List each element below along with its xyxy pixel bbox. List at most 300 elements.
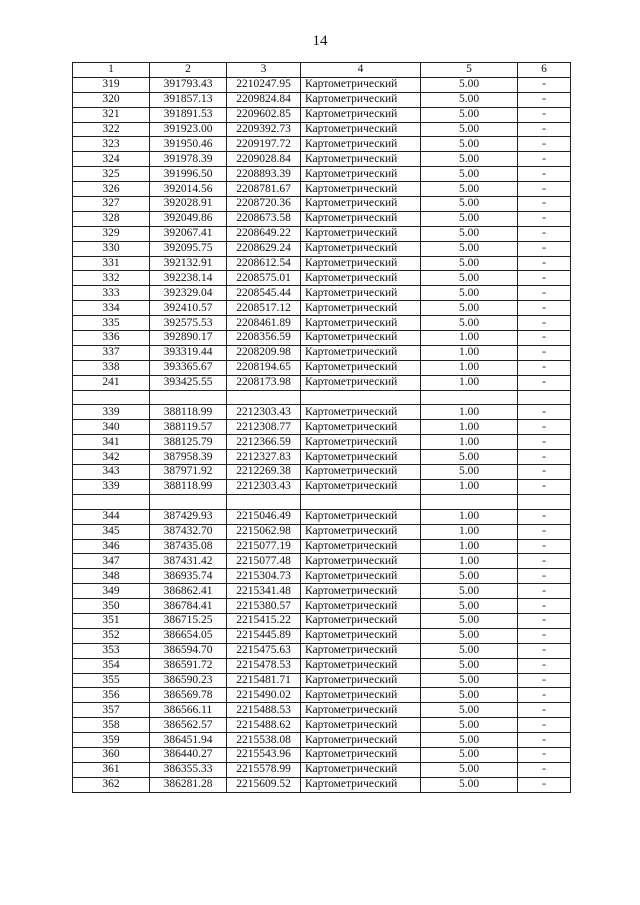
point-number-cell: 351: [73, 613, 150, 628]
accuracy-cell: [421, 390, 518, 405]
accuracy-cell: 1.00: [421, 360, 518, 375]
y-coordinate-cell: 2215543.96: [227, 747, 301, 762]
method-cell: Картометрический: [301, 599, 421, 614]
accuracy-cell: 5.00: [421, 643, 518, 658]
method-cell: Картометрический: [301, 107, 421, 122]
method-cell: Картометрический: [301, 420, 421, 435]
y-coordinate-cell: 2209197.72: [227, 137, 301, 152]
accuracy-cell: 5.00: [421, 197, 518, 212]
table-row: [73, 405, 571, 420]
point-number-cell: 337: [73, 345, 150, 360]
description-cell: -: [518, 360, 571, 375]
description-cell: -: [518, 77, 571, 92]
description-cell: -: [518, 92, 571, 107]
table-row: [73, 450, 571, 465]
accuracy-cell: 5.00: [421, 122, 518, 137]
accuracy-cell: 5.00: [421, 107, 518, 122]
x-coordinate-cell: 386440.27: [150, 747, 227, 762]
y-coordinate-cell: 2209392.73: [227, 122, 301, 137]
point-number-cell: 350: [73, 599, 150, 614]
description-cell: -: [518, 122, 571, 137]
description-cell: [518, 494, 571, 509]
table-row: [73, 286, 571, 301]
description-cell: -: [518, 137, 571, 152]
point-number-cell: 347: [73, 554, 150, 569]
method-cell: Картометрический: [301, 673, 421, 688]
accuracy-cell: 5.00: [421, 450, 518, 465]
description-cell: -: [518, 658, 571, 673]
table-row: [73, 479, 571, 494]
point-number-cell: 328: [73, 211, 150, 226]
table-row: [73, 77, 571, 92]
table-row: [73, 569, 571, 584]
method-cell: Картометрический: [301, 197, 421, 212]
method-cell: Картометрический: [301, 569, 421, 584]
point-number-cell: 346: [73, 539, 150, 554]
table-row: [73, 137, 571, 152]
method-cell: Картометрический: [301, 301, 421, 316]
point-number-cell: 340: [73, 420, 150, 435]
table-row: [73, 658, 571, 673]
table-row: [73, 420, 571, 435]
x-coordinate-cell: 391996.50: [150, 167, 227, 182]
accuracy-cell: 5.00: [421, 152, 518, 167]
method-cell: Картометрический: [301, 465, 421, 480]
description-cell: -: [518, 509, 571, 524]
method-cell: Картометрический: [301, 211, 421, 226]
description-cell: -: [518, 241, 571, 256]
table-row: [73, 241, 571, 256]
x-coordinate-cell: 392238.14: [150, 271, 227, 286]
description-cell: -: [518, 777, 571, 792]
accuracy-cell: 1.00: [421, 420, 518, 435]
y-coordinate-cell: 2208893.39: [227, 167, 301, 182]
y-coordinate-cell: 2208720.36: [227, 197, 301, 212]
method-cell: Картометрический: [301, 613, 421, 628]
y-coordinate-cell: 2208612.54: [227, 256, 301, 271]
point-number-cell: 343: [73, 465, 150, 480]
y-coordinate-cell: 2209602.85: [227, 107, 301, 122]
column-header-5: 5: [421, 63, 518, 78]
method-cell: Картометрический: [301, 762, 421, 777]
method-cell: Картометрический: [301, 182, 421, 197]
accuracy-cell: 1.00: [421, 331, 518, 346]
table-row: [73, 673, 571, 688]
method-cell: Картометрический: [301, 256, 421, 271]
method-cell: Картометрический: [301, 747, 421, 762]
method-cell: Картометрический: [301, 77, 421, 92]
accuracy-cell: 5.00: [421, 747, 518, 762]
description-cell: -: [518, 688, 571, 703]
method-cell: Картометрический: [301, 167, 421, 182]
table-row: [73, 599, 571, 614]
table-row: [73, 524, 571, 539]
table-row: [73, 628, 571, 643]
y-coordinate-cell: [227, 390, 301, 405]
x-coordinate-cell: 392575.53: [150, 316, 227, 331]
x-coordinate-cell: 392132.91: [150, 256, 227, 271]
method-cell: [301, 390, 421, 405]
x-coordinate-cell: 386862.41: [150, 584, 227, 599]
x-coordinate-cell: 388119.57: [150, 420, 227, 435]
point-number-cell: [73, 494, 150, 509]
x-coordinate-cell: 387971.92: [150, 465, 227, 480]
x-coordinate-cell: 391793.43: [150, 77, 227, 92]
method-cell: Картометрический: [301, 360, 421, 375]
accuracy-cell: 5.00: [421, 256, 518, 271]
y-coordinate-cell: 2208461.89: [227, 316, 301, 331]
y-coordinate-cell: 2215490.02: [227, 688, 301, 703]
point-number-cell: 323: [73, 137, 150, 152]
description-cell: -: [518, 316, 571, 331]
accuracy-cell: 5.00: [421, 301, 518, 316]
description-cell: -: [518, 256, 571, 271]
table-row: [73, 345, 571, 360]
x-coordinate-cell: 386784.41: [150, 599, 227, 614]
x-coordinate-cell: 386451.94: [150, 733, 227, 748]
point-number-cell: 319: [73, 77, 150, 92]
table-row: [73, 360, 571, 375]
table-row: [73, 688, 571, 703]
y-coordinate-cell: 2212327.83: [227, 450, 301, 465]
accuracy-cell: 1.00: [421, 554, 518, 569]
x-coordinate-cell: 391978.39: [150, 152, 227, 167]
point-number-cell: 332: [73, 271, 150, 286]
accuracy-cell: 5.00: [421, 137, 518, 152]
point-number-cell: 357: [73, 703, 150, 718]
y-coordinate-cell: 2212303.43: [227, 405, 301, 420]
accuracy-cell: 5.00: [421, 286, 518, 301]
coordinates-table: [72, 62, 571, 793]
description-cell: -: [518, 554, 571, 569]
y-coordinate-cell: 2212303.43: [227, 479, 301, 494]
x-coordinate-cell: 393425.55: [150, 375, 227, 390]
x-coordinate-cell: 391950.46: [150, 137, 227, 152]
accuracy-cell: 5.00: [421, 613, 518, 628]
x-coordinate-cell: 392329.04: [150, 286, 227, 301]
x-coordinate-cell: 386715.25: [150, 613, 227, 628]
point-number-cell: 338: [73, 360, 150, 375]
point-number-cell: 336: [73, 331, 150, 346]
y-coordinate-cell: 2209028.84: [227, 152, 301, 167]
point-number-cell: 355: [73, 673, 150, 688]
description-cell: -: [518, 479, 571, 494]
table-row: [73, 584, 571, 599]
point-number-cell: 360: [73, 747, 150, 762]
x-coordinate-cell: 386935.74: [150, 569, 227, 584]
x-coordinate-cell: 392890.17: [150, 331, 227, 346]
method-cell: Картометрический: [301, 137, 421, 152]
column-header-3: 3: [227, 63, 301, 78]
method-cell: [301, 494, 421, 509]
description-cell: -: [518, 450, 571, 465]
y-coordinate-cell: 2212308.77: [227, 420, 301, 435]
description-cell: -: [518, 465, 571, 480]
accuracy-cell: 5.00: [421, 584, 518, 599]
description-cell: -: [518, 718, 571, 733]
x-coordinate-cell: 392028.91: [150, 197, 227, 212]
method-cell: Картометрический: [301, 703, 421, 718]
table-row: [73, 167, 571, 182]
y-coordinate-cell: 2215077.48: [227, 554, 301, 569]
table-row: [73, 197, 571, 212]
x-coordinate-cell: 386591.72: [150, 658, 227, 673]
description-cell: -: [518, 331, 571, 346]
x-coordinate-cell: 387429.93: [150, 509, 227, 524]
y-coordinate-cell: 2208209.98: [227, 345, 301, 360]
y-coordinate-cell: 2215538.08: [227, 733, 301, 748]
accuracy-cell: 1.00: [421, 405, 518, 420]
y-coordinate-cell: 2215415.22: [227, 613, 301, 628]
accuracy-cell: 5.00: [421, 703, 518, 718]
x-coordinate-cell: 392095.75: [150, 241, 227, 256]
method-cell: Картометрический: [301, 405, 421, 420]
point-number-cell: 344: [73, 509, 150, 524]
method-cell: Картометрический: [301, 628, 421, 643]
point-number-cell: [73, 390, 150, 405]
point-number-cell: 354: [73, 658, 150, 673]
point-number-cell: 361: [73, 762, 150, 777]
description-cell: -: [518, 226, 571, 241]
x-coordinate-cell: 386281.28: [150, 777, 227, 792]
method-cell: Картометрический: [301, 733, 421, 748]
table-row: [73, 554, 571, 569]
x-coordinate-cell: 392049.86: [150, 211, 227, 226]
table-row: [73, 465, 571, 480]
method-cell: Картометрический: [301, 286, 421, 301]
table-row: [73, 435, 571, 450]
y-coordinate-cell: 2208673.58: [227, 211, 301, 226]
method-cell: Картометрический: [301, 643, 421, 658]
method-cell: Картометрический: [301, 375, 421, 390]
point-number-cell: 333: [73, 286, 150, 301]
description-cell: -: [518, 301, 571, 316]
x-coordinate-cell: 386594.70: [150, 643, 227, 658]
x-coordinate-cell: 386355.33: [150, 762, 227, 777]
y-coordinate-cell: 2215341.48: [227, 584, 301, 599]
table-row: [73, 256, 571, 271]
x-coordinate-cell: 386569.78: [150, 688, 227, 703]
description-cell: -: [518, 405, 571, 420]
method-cell: Картометрический: [301, 122, 421, 137]
table-row: [73, 107, 571, 122]
accuracy-cell: [421, 494, 518, 509]
description-cell: -: [518, 375, 571, 390]
y-coordinate-cell: 2215488.53: [227, 703, 301, 718]
point-number-cell: 320: [73, 92, 150, 107]
point-number-cell: 331: [73, 256, 150, 271]
point-number-cell: 321: [73, 107, 150, 122]
accuracy-cell: 5.00: [421, 658, 518, 673]
description-cell: -: [518, 152, 571, 167]
y-coordinate-cell: 2208781.67: [227, 182, 301, 197]
x-coordinate-cell: [150, 390, 227, 405]
x-coordinate-cell: [150, 494, 227, 509]
method-cell: Картометрический: [301, 777, 421, 792]
table-row: [73, 226, 571, 241]
table-row: [73, 509, 571, 524]
method-cell: Картометрический: [301, 584, 421, 599]
accuracy-cell: 1.00: [421, 345, 518, 360]
table-row: [73, 747, 571, 762]
point-number-cell: 358: [73, 718, 150, 733]
y-coordinate-cell: 2212269.38: [227, 465, 301, 480]
description-cell: -: [518, 747, 571, 762]
method-cell: Картометрический: [301, 554, 421, 569]
point-number-cell: 342: [73, 450, 150, 465]
table-row: [73, 182, 571, 197]
y-coordinate-cell: 2215488.62: [227, 718, 301, 733]
y-coordinate-cell: 2208649.22: [227, 226, 301, 241]
y-coordinate-cell: 2208356.59: [227, 331, 301, 346]
x-coordinate-cell: 386590.23: [150, 673, 227, 688]
description-cell: -: [518, 539, 571, 554]
accuracy-cell: 5.00: [421, 271, 518, 286]
accuracy-cell: 5.00: [421, 628, 518, 643]
description-cell: -: [518, 569, 571, 584]
y-coordinate-cell: 2215475.63: [227, 643, 301, 658]
description-cell: -: [518, 271, 571, 286]
point-number-cell: 359: [73, 733, 150, 748]
description-cell: -: [518, 286, 571, 301]
accuracy-cell: 5.00: [421, 167, 518, 182]
y-coordinate-cell: 2215481.71: [227, 673, 301, 688]
table-row: [73, 539, 571, 554]
y-coordinate-cell: 2215077.19: [227, 539, 301, 554]
table-row: [73, 301, 571, 316]
point-number-cell: 341: [73, 435, 150, 450]
method-cell: Картометрический: [301, 152, 421, 167]
method-cell: Картометрический: [301, 539, 421, 554]
point-number-cell: 335: [73, 316, 150, 331]
accuracy-cell: 5.00: [421, 762, 518, 777]
description-cell: [518, 390, 571, 405]
x-coordinate-cell: 388118.99: [150, 405, 227, 420]
x-coordinate-cell: 391923.00: [150, 122, 227, 137]
y-coordinate-cell: 2215046.49: [227, 509, 301, 524]
accuracy-cell: 5.00: [421, 599, 518, 614]
y-coordinate-cell: 2215578.99: [227, 762, 301, 777]
point-number-cell: 352: [73, 628, 150, 643]
y-coordinate-cell: [227, 494, 301, 509]
x-coordinate-cell: 387431.42: [150, 554, 227, 569]
y-coordinate-cell: 2208517.12: [227, 301, 301, 316]
accuracy-cell: 5.00: [421, 733, 518, 748]
method-cell: Картометрический: [301, 688, 421, 703]
method-cell: Картометрический: [301, 479, 421, 494]
description-cell: -: [518, 211, 571, 226]
accuracy-cell: 5.00: [421, 688, 518, 703]
x-coordinate-cell: 392014.56: [150, 182, 227, 197]
method-cell: Картометрический: [301, 658, 421, 673]
x-coordinate-cell: 392067.41: [150, 226, 227, 241]
accuracy-cell: 1.00: [421, 524, 518, 539]
point-number-cell: 339: [73, 479, 150, 494]
point-number-cell: 348: [73, 569, 150, 584]
column-header-1: 1: [73, 63, 150, 78]
y-coordinate-cell: 2208173.98: [227, 375, 301, 390]
accuracy-cell: 1.00: [421, 435, 518, 450]
description-cell: -: [518, 673, 571, 688]
description-cell: -: [518, 524, 571, 539]
column-header-2: 2: [150, 63, 227, 78]
table-separator-row: [73, 494, 571, 509]
x-coordinate-cell: 387432.70: [150, 524, 227, 539]
method-cell: Картометрический: [301, 345, 421, 360]
y-coordinate-cell: 2215609.52: [227, 777, 301, 792]
description-cell: -: [518, 762, 571, 777]
table-header-row: [73, 63, 571, 78]
method-cell: Картометрический: [301, 435, 421, 450]
y-coordinate-cell: 2209824.84: [227, 92, 301, 107]
method-cell: Картометрический: [301, 226, 421, 241]
point-number-cell: 329: [73, 226, 150, 241]
y-coordinate-cell: 2208629.24: [227, 241, 301, 256]
x-coordinate-cell: 387435.08: [150, 539, 227, 554]
method-cell: Картометрический: [301, 718, 421, 733]
table-body: [73, 77, 571, 792]
accuracy-cell: 5.00: [421, 718, 518, 733]
table-row: [73, 331, 571, 346]
point-number-cell: 362: [73, 777, 150, 792]
point-number-cell: 345: [73, 524, 150, 539]
y-coordinate-cell: 2208545.44: [227, 286, 301, 301]
column-header-4: 4: [301, 63, 421, 78]
table-row: [73, 777, 571, 792]
page-number: 14: [312, 33, 328, 49]
description-cell: -: [518, 613, 571, 628]
x-coordinate-cell: 388118.99: [150, 479, 227, 494]
accuracy-cell: 5.00: [421, 241, 518, 256]
y-coordinate-cell: 2212366.59: [227, 435, 301, 450]
point-number-cell: 327: [73, 197, 150, 212]
table-row: [73, 271, 571, 286]
point-number-cell: 356: [73, 688, 150, 703]
accuracy-cell: 1.00: [421, 509, 518, 524]
table-row: [73, 211, 571, 226]
point-number-cell: 334: [73, 301, 150, 316]
point-number-cell: 324: [73, 152, 150, 167]
table-row: [73, 643, 571, 658]
table-row: [73, 762, 571, 777]
accuracy-cell: 5.00: [421, 211, 518, 226]
y-coordinate-cell: 2208194.65: [227, 360, 301, 375]
description-cell: -: [518, 435, 571, 450]
table-row: [73, 733, 571, 748]
x-coordinate-cell: 392410.57: [150, 301, 227, 316]
description-cell: -: [518, 167, 571, 182]
description-cell: -: [518, 107, 571, 122]
column-header-6: 6: [518, 63, 571, 78]
table-row: [73, 152, 571, 167]
x-coordinate-cell: 386566.11: [150, 703, 227, 718]
method-cell: Картометрический: [301, 450, 421, 465]
point-number-cell: 325: [73, 167, 150, 182]
description-cell: -: [518, 643, 571, 658]
method-cell: Картометрический: [301, 524, 421, 539]
description-cell: -: [518, 584, 571, 599]
x-coordinate-cell: 386562.57: [150, 718, 227, 733]
description-cell: -: [518, 182, 571, 197]
point-number-cell: 241: [73, 375, 150, 390]
accuracy-cell: 1.00: [421, 479, 518, 494]
table-row: [73, 92, 571, 107]
y-coordinate-cell: 2215445.89: [227, 628, 301, 643]
accuracy-cell: 5.00: [421, 777, 518, 792]
table-row: [73, 703, 571, 718]
method-cell: Картометрический: [301, 316, 421, 331]
description-cell: -: [518, 628, 571, 643]
